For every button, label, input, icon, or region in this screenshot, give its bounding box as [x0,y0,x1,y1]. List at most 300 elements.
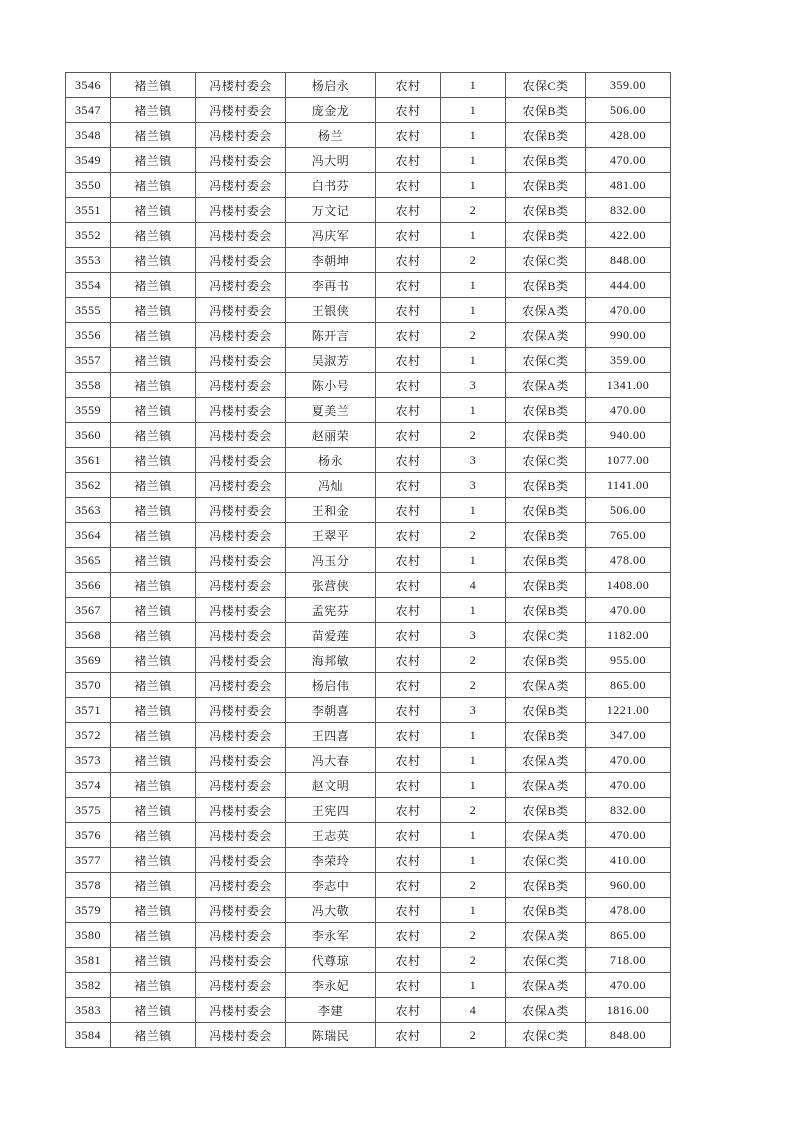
cell-count: 3 [441,623,506,648]
cell-category: 农保B类 [506,598,586,623]
cell-count: 1 [441,398,506,423]
cell-town: 褚兰镇 [111,473,196,498]
cell-village: 冯楼村委会 [196,123,286,148]
cell-town: 褚兰镇 [111,73,196,98]
cell-person: 陈瑞民 [286,1023,376,1048]
cell-area-type: 农村 [376,323,441,348]
cell-person: 杨启永 [286,73,376,98]
cell-category: 农保A类 [506,923,586,948]
cell-seq: 3549 [66,148,111,173]
cell-area-type: 农村 [376,448,441,473]
cell-amount: 718.00 [586,948,671,973]
cell-category: 农保B类 [506,123,586,148]
cell-amount: 470.00 [586,148,671,173]
cell-person: 李建 [286,998,376,1023]
cell-amount: 506.00 [586,498,671,523]
cell-town: 褚兰镇 [111,448,196,473]
cell-village: 冯楼村委会 [196,323,286,348]
cell-town: 褚兰镇 [111,373,196,398]
cell-amount: 359.00 [586,73,671,98]
cell-area-type: 农村 [376,1023,441,1048]
cell-seq: 3572 [66,723,111,748]
table-row [66,598,671,623]
cell-town: 褚兰镇 [111,98,196,123]
cell-person: 杨启伟 [286,673,376,698]
cell-category: 农保A类 [506,823,586,848]
cell-amount: 848.00 [586,248,671,273]
cell-person: 杨永 [286,448,376,473]
cell-count: 1 [441,548,506,573]
cell-seq: 3581 [66,948,111,973]
cell-person: 庞金龙 [286,98,376,123]
cell-village: 冯楼村委会 [196,298,286,323]
cell-town: 褚兰镇 [111,923,196,948]
cell-category: 农保A类 [506,973,586,998]
cell-person: 孟宪芬 [286,598,376,623]
cell-area-type: 农村 [376,998,441,1023]
cell-category: 农保B类 [506,798,586,823]
cell-person: 杨兰 [286,123,376,148]
cell-area-type: 农村 [376,248,441,273]
cell-category: 农保C类 [506,73,586,98]
cell-area-type: 农村 [376,948,441,973]
cell-category: 农保B类 [506,223,586,248]
cell-village: 冯楼村委会 [196,473,286,498]
cell-count: 1 [441,173,506,198]
cell-amount: 832.00 [586,798,671,823]
cell-category: 农保A类 [506,323,586,348]
cell-category: 农保B类 [506,273,586,298]
cell-village: 冯楼村委会 [196,723,286,748]
cell-person: 张营侠 [286,573,376,598]
cell-seq: 3559 [66,398,111,423]
table-row [66,898,671,923]
cell-seq: 3580 [66,923,111,948]
cell-area-type: 农村 [376,348,441,373]
cell-person: 赵丽荣 [286,423,376,448]
cell-town: 褚兰镇 [111,173,196,198]
table-row [66,148,671,173]
cell-amount: 470.00 [586,298,671,323]
cell-area-type: 农村 [376,648,441,673]
cell-town: 褚兰镇 [111,423,196,448]
cell-count: 1 [441,598,506,623]
cell-village: 冯楼村委会 [196,598,286,623]
cell-town: 褚兰镇 [111,648,196,673]
cell-seq: 3584 [66,1023,111,1048]
cell-village: 冯楼村委会 [196,573,286,598]
cell-person: 王宪四 [286,798,376,823]
cell-town: 褚兰镇 [111,773,196,798]
cell-seq: 3563 [66,498,111,523]
cell-count: 4 [441,573,506,598]
cell-count: 2 [441,198,506,223]
table-row [66,698,671,723]
cell-amount: 422.00 [586,223,671,248]
cell-seq: 3573 [66,748,111,773]
cell-person: 李朝喜 [286,698,376,723]
cell-category: 农保B类 [506,98,586,123]
cell-count: 2 [441,248,506,273]
cell-count: 1 [441,748,506,773]
cell-amount: 865.00 [586,673,671,698]
cell-amount: 848.00 [586,1023,671,1048]
cell-count: 3 [441,698,506,723]
cell-seq: 3577 [66,848,111,873]
cell-town: 褚兰镇 [111,323,196,348]
cell-village: 冯楼村委会 [196,898,286,923]
cell-category: 农保A类 [506,673,586,698]
cell-category: 农保B类 [506,898,586,923]
cell-area-type: 农村 [376,773,441,798]
cell-count: 2 [441,923,506,948]
cell-count: 1 [441,148,506,173]
cell-category: 农保A类 [506,748,586,773]
table-row [66,548,671,573]
cell-area-type: 农村 [376,173,441,198]
cell-town: 褚兰镇 [111,823,196,848]
table-row [66,848,671,873]
cell-village: 冯楼村委会 [196,773,286,798]
cell-town: 褚兰镇 [111,573,196,598]
cell-count: 2 [441,798,506,823]
cell-village: 冯楼村委会 [196,648,286,673]
cell-count: 1 [441,823,506,848]
cell-amount: 1816.00 [586,998,671,1023]
cell-amount: 1182.00 [586,623,671,648]
cell-person: 李荣玲 [286,848,376,873]
cell-amount: 478.00 [586,898,671,923]
cell-area-type: 农村 [376,823,441,848]
cell-amount: 1077.00 [586,448,671,473]
cell-amount: 990.00 [586,323,671,348]
cell-area-type: 农村 [376,573,441,598]
cell-town: 褚兰镇 [111,298,196,323]
cell-count: 1 [441,848,506,873]
table-row [66,323,671,348]
cell-count: 1 [441,273,506,298]
table-row [66,448,671,473]
table-row [66,123,671,148]
cell-amount: 1221.00 [586,698,671,723]
cell-village: 冯楼村委会 [196,998,286,1023]
table-row [66,273,671,298]
table-row [66,98,671,123]
cell-person: 吴淑芳 [286,348,376,373]
cell-person: 冯大春 [286,748,376,773]
cell-village: 冯楼村委会 [196,673,286,698]
cell-category: 农保C类 [506,448,586,473]
cell-category: 农保B类 [506,173,586,198]
cell-village: 冯楼村委会 [196,748,286,773]
cell-category: 农保C类 [506,948,586,973]
table-row [66,248,671,273]
cell-count: 2 [441,323,506,348]
cell-town: 褚兰镇 [111,548,196,573]
cell-village: 冯楼村委会 [196,1023,286,1048]
cell-category: 农保A类 [506,773,586,798]
cell-area-type: 农村 [376,848,441,873]
cell-amount: 960.00 [586,873,671,898]
cell-area-type: 农村 [376,923,441,948]
cell-seq: 3561 [66,448,111,473]
cell-village: 冯楼村委会 [196,923,286,948]
cell-count: 1 [441,723,506,748]
cell-town: 褚兰镇 [111,723,196,748]
table-row [66,948,671,973]
cell-village: 冯楼村委会 [196,198,286,223]
cell-village: 冯楼村委会 [196,498,286,523]
cell-area-type: 农村 [376,798,441,823]
cell-village: 冯楼村委会 [196,548,286,573]
table-row [66,423,671,448]
cell-category: 农保B类 [506,198,586,223]
cell-person: 陈小号 [286,373,376,398]
table-row [66,923,671,948]
cell-area-type: 农村 [376,198,441,223]
table-row [66,73,671,98]
cell-seq: 3552 [66,223,111,248]
table-row [66,723,671,748]
cell-amount: 470.00 [586,973,671,998]
cell-seq: 3567 [66,598,111,623]
cell-person: 白书芬 [286,173,376,198]
cell-category: 农保B类 [506,548,586,573]
table-row [66,498,671,523]
cell-town: 褚兰镇 [111,498,196,523]
table-row [66,998,671,1023]
table-row [66,398,671,423]
cell-category: 农保C类 [506,623,586,648]
cell-area-type: 农村 [376,73,441,98]
cell-area-type: 农村 [376,373,441,398]
cell-town: 褚兰镇 [111,973,196,998]
cell-town: 褚兰镇 [111,123,196,148]
cell-seq: 3574 [66,773,111,798]
cell-amount: 470.00 [586,823,671,848]
cell-category: 农保C类 [506,348,586,373]
table-row [66,973,671,998]
table-row [66,673,671,698]
cell-person: 陈开言 [286,323,376,348]
cell-seq: 3548 [66,123,111,148]
cell-village: 冯楼村委会 [196,848,286,873]
cell-person: 王四喜 [286,723,376,748]
cell-category: 农保A类 [506,298,586,323]
cell-amount: 1141.00 [586,473,671,498]
table-row [66,373,671,398]
cell-amount: 481.00 [586,173,671,198]
cell-seq: 3583 [66,998,111,1023]
cell-count: 1 [441,773,506,798]
cell-village: 冯楼村委会 [196,373,286,398]
cell-person: 王和金 [286,498,376,523]
cell-amount: 955.00 [586,648,671,673]
cell-amount: 478.00 [586,548,671,573]
cell-person: 李志中 [286,873,376,898]
cell-count: 2 [441,948,506,973]
cell-amount: 359.00 [586,348,671,373]
records-table [65,72,671,1048]
cell-town: 褚兰镇 [111,1023,196,1048]
cell-seq: 3551 [66,198,111,223]
cell-area-type: 农村 [376,498,441,523]
cell-amount: 865.00 [586,923,671,948]
cell-town: 褚兰镇 [111,848,196,873]
cell-seq: 3576 [66,823,111,848]
cell-category: 农保B类 [506,648,586,673]
cell-town: 褚兰镇 [111,798,196,823]
cell-town: 褚兰镇 [111,248,196,273]
cell-count: 2 [441,523,506,548]
cell-seq: 3558 [66,373,111,398]
cell-seq: 3556 [66,323,111,348]
cell-count: 2 [441,648,506,673]
cell-area-type: 农村 [376,423,441,448]
cell-town: 褚兰镇 [111,273,196,298]
cell-person: 李永军 [286,923,376,948]
cell-amount: 428.00 [586,123,671,148]
cell-village: 冯楼村委会 [196,348,286,373]
cell-town: 褚兰镇 [111,898,196,923]
cell-village: 冯楼村委会 [196,948,286,973]
cell-seq: 3571 [66,698,111,723]
cell-village: 冯楼村委会 [196,448,286,473]
cell-town: 褚兰镇 [111,598,196,623]
table-row [66,523,671,548]
cell-person: 冯庆军 [286,223,376,248]
table-row [66,1023,671,1048]
cell-seq: 3560 [66,423,111,448]
table-row [66,198,671,223]
cell-amount: 940.00 [586,423,671,448]
cell-village: 冯楼村委会 [196,523,286,548]
cell-town: 褚兰镇 [111,998,196,1023]
cell-amount: 832.00 [586,198,671,223]
cell-count: 2 [441,1023,506,1048]
cell-seq: 3569 [66,648,111,673]
cell-village: 冯楼村委会 [196,73,286,98]
cell-seq: 3578 [66,873,111,898]
cell-village: 冯楼村委会 [196,223,286,248]
cell-count: 1 [441,973,506,998]
cell-person: 李永妃 [286,973,376,998]
cell-count: 1 [441,898,506,923]
table-row [66,348,671,373]
cell-town: 褚兰镇 [111,698,196,723]
cell-town: 褚兰镇 [111,398,196,423]
cell-amount: 470.00 [586,748,671,773]
cell-seq: 3564 [66,523,111,548]
cell-area-type: 农村 [376,973,441,998]
cell-seq: 3550 [66,173,111,198]
table-row [66,473,671,498]
cell-area-type: 农村 [376,598,441,623]
cell-count: 1 [441,123,506,148]
cell-count: 3 [441,473,506,498]
table-row [66,623,671,648]
cell-area-type: 农村 [376,123,441,148]
table-row [66,873,671,898]
cell-person: 王翠平 [286,523,376,548]
cell-person: 李再书 [286,273,376,298]
table-row [66,298,671,323]
cell-category: 农保A类 [506,998,586,1023]
cell-count: 2 [441,873,506,898]
cell-village: 冯楼村委会 [196,973,286,998]
cell-village: 冯楼村委会 [196,873,286,898]
cell-seq: 3555 [66,298,111,323]
cell-count: 1 [441,223,506,248]
cell-amount: 765.00 [586,523,671,548]
cell-count: 1 [441,348,506,373]
cell-village: 冯楼村委会 [196,823,286,848]
cell-village: 冯楼村委会 [196,173,286,198]
cell-amount: 444.00 [586,273,671,298]
cell-count: 2 [441,673,506,698]
cell-village: 冯楼村委会 [196,698,286,723]
cell-person: 王志英 [286,823,376,848]
cell-area-type: 农村 [376,523,441,548]
cell-seq: 3553 [66,248,111,273]
cell-area-type: 农村 [376,723,441,748]
records-table-body [66,73,671,1048]
cell-person: 海邦敏 [286,648,376,673]
cell-count: 1 [441,98,506,123]
cell-person: 代尊琼 [286,948,376,973]
cell-town: 褚兰镇 [111,223,196,248]
cell-area-type: 农村 [376,623,441,648]
table-row [66,773,671,798]
cell-category: 农保C类 [506,848,586,873]
cell-person: 冯大敬 [286,898,376,923]
cell-village: 冯楼村委会 [196,273,286,298]
cell-count: 4 [441,998,506,1023]
cell-area-type: 农村 [376,223,441,248]
cell-category: 农保B类 [506,873,586,898]
cell-village: 冯楼村委会 [196,423,286,448]
cell-count: 3 [441,448,506,473]
cell-category: 农保C类 [506,1023,586,1048]
table-row [66,748,671,773]
cell-amount: 1341.00 [586,373,671,398]
cell-count: 1 [441,298,506,323]
table-row [66,573,671,598]
cell-person: 王银侠 [286,298,376,323]
cell-village: 冯楼村委会 [196,248,286,273]
cell-seq: 3546 [66,73,111,98]
cell-area-type: 农村 [376,698,441,723]
cell-category: 农保B类 [506,698,586,723]
cell-category: 农保A类 [506,373,586,398]
cell-seq: 3566 [66,573,111,598]
cell-area-type: 农村 [376,898,441,923]
cell-town: 褚兰镇 [111,523,196,548]
cell-category: 农保B类 [506,148,586,173]
cell-category: 农保B类 [506,398,586,423]
cell-person: 冯玉分 [286,548,376,573]
cell-area-type: 农村 [376,398,441,423]
cell-town: 褚兰镇 [111,673,196,698]
cell-amount: 347.00 [586,723,671,748]
cell-seq: 3582 [66,973,111,998]
cell-amount: 470.00 [586,773,671,798]
cell-category: 农保B类 [506,573,586,598]
cell-area-type: 农村 [376,273,441,298]
cell-area-type: 农村 [376,298,441,323]
cell-town: 褚兰镇 [111,198,196,223]
cell-seq: 3565 [66,548,111,573]
